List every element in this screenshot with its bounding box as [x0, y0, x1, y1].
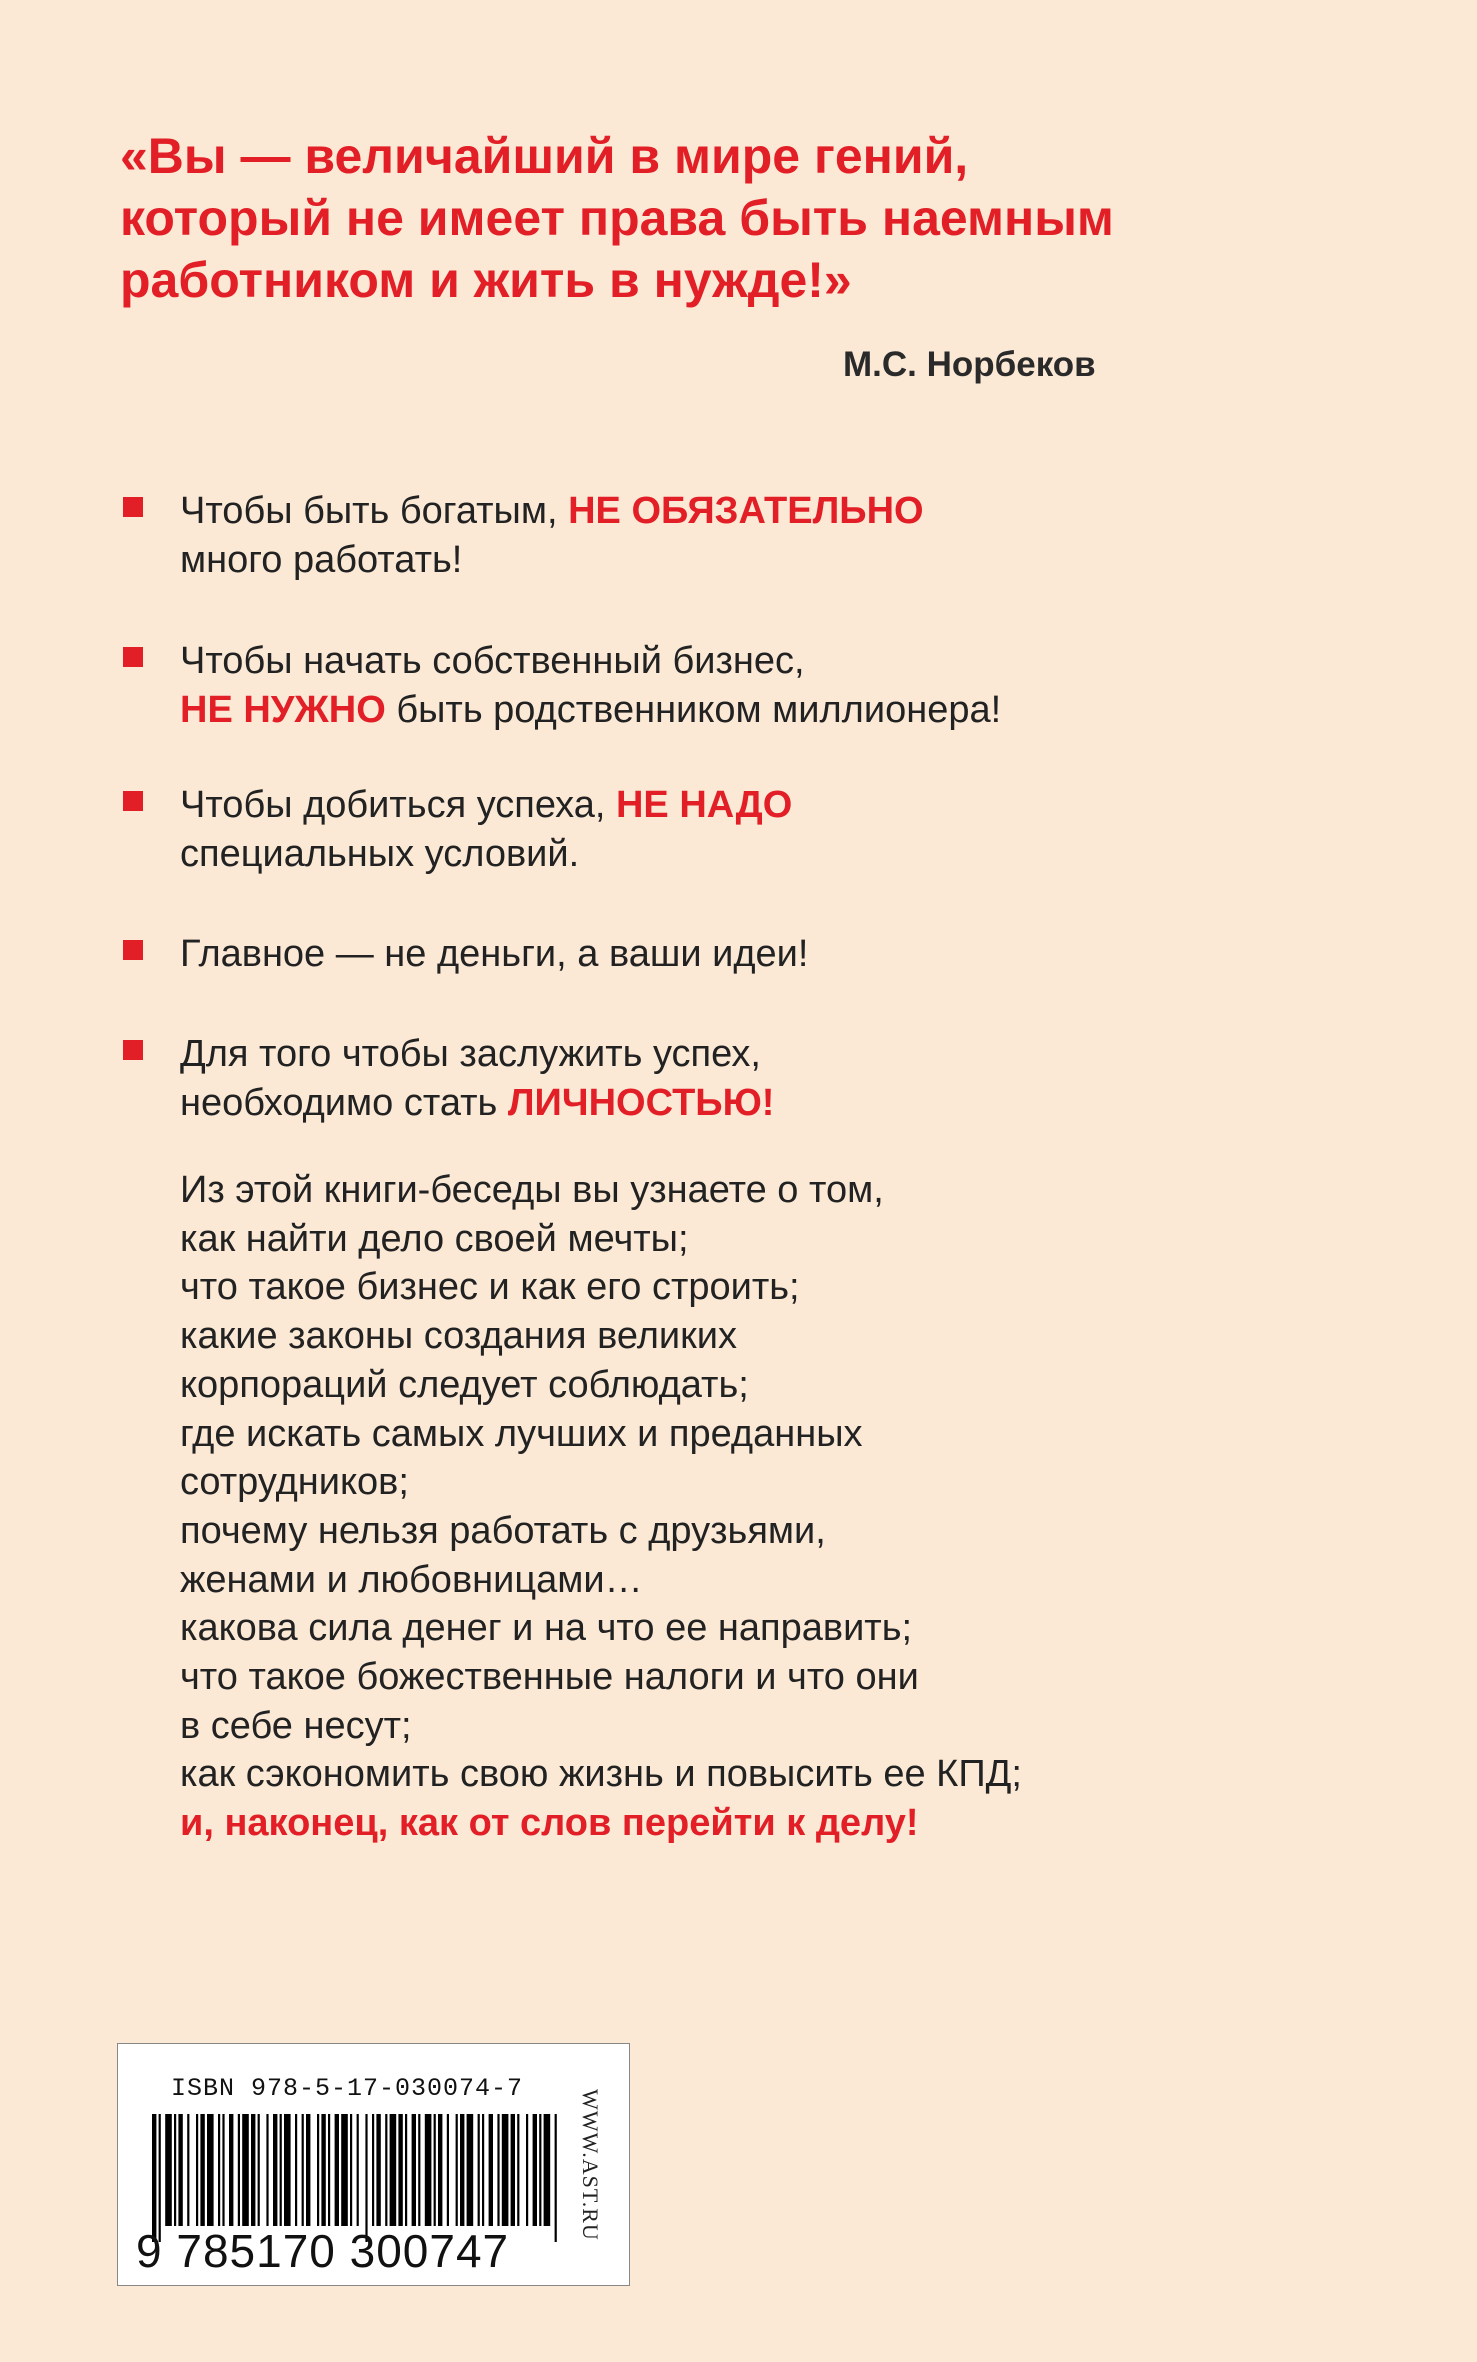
bullet-text-emphasis: НЕ НАДО — [615, 784, 793, 826]
isbn-label: ISBN 978-5-17-030074-7 — [171, 2074, 524, 2103]
barcode-bar — [390, 2114, 397, 2226]
barcode-bar — [357, 2114, 359, 2226]
bullet-text-plain: много работать! — [180, 539, 463, 581]
description-line: что такое божественные налоги и что они — [180, 1656, 919, 1699]
barcode-bar — [376, 2114, 380, 2226]
bullet-text-emphasis: ЛИЧНОСТЬЮ! — [507, 1082, 775, 1124]
barcode-icon — [148, 2114, 568, 2242]
bullet-text-plain: Чтобы начать собственный бизнес, — [180, 640, 805, 682]
barcode-bar — [165, 2114, 172, 2226]
quote — [120, 125, 1320, 311]
quote-line: который не имеет права быть наемным — [120, 190, 1114, 246]
barcode-bar — [511, 2114, 515, 2226]
barcode-bar — [284, 2114, 291, 2226]
bullet-text-plain: специальных условий. — [180, 833, 580, 875]
barcode-bar — [502, 2114, 509, 2226]
barcode-bar — [405, 2114, 407, 2226]
barcode-bar — [385, 2114, 387, 2226]
bullet-text-plain: Главное — не деньги, а ваши идеи! — [180, 933, 809, 975]
barcode-bar — [200, 2114, 204, 2226]
barcode-bar — [365, 2114, 367, 2242]
bullet-text-emphasis: НЕ НУЖНО — [180, 689, 386, 731]
bullet-text — [180, 487, 924, 585]
square-bullet-icon — [123, 791, 143, 811]
barcode-bar — [460, 2114, 464, 2226]
barcode-bar — [418, 2114, 420, 2226]
bullet-text-emphasis: НЕ ОБЯЗАТЕЛЬНО — [568, 490, 924, 532]
barcode-bar — [350, 2114, 352, 2226]
barcode-bar — [159, 2114, 161, 2242]
square-bullet-icon — [123, 647, 143, 667]
barcode-bar — [207, 2114, 214, 2226]
barcode-bar — [533, 2114, 537, 2226]
description-line: какие законы создания великих — [180, 1315, 737, 1358]
isbn-barcode-box — [117, 2043, 630, 2286]
barcode-bar — [273, 2114, 277, 2226]
barcode-bar — [317, 2114, 319, 2226]
website-url-text: WWW.AST.RU — [578, 2089, 603, 2241]
description-line: где искать самых лучших и преданных — [180, 1412, 863, 1455]
description-line: как сэкономить свою жизнь и повысить ее КПД; — [180, 1753, 1022, 1796]
barcode-bar — [555, 2114, 557, 2242]
barcode-bar — [229, 2114, 233, 2226]
barcode-bar — [398, 2114, 402, 2226]
barcode-bar — [489, 2114, 493, 2226]
barcode-bar — [258, 2114, 260, 2226]
bullet-text — [180, 637, 1001, 735]
barcode-bar — [280, 2114, 282, 2226]
barcode-bar — [526, 2114, 528, 2226]
barcode-bar — [544, 2114, 551, 2226]
website-url — [573, 2089, 613, 2259]
description-final-line: и, наконец, как от слов перейти к делу! — [180, 1802, 919, 1845]
bullet-text — [180, 781, 792, 879]
barcode-bar — [251, 2114, 255, 2226]
barcode-bar — [372, 2114, 374, 2226]
square-bullet-icon — [123, 497, 143, 517]
barcode-bar — [266, 2114, 268, 2226]
barcode-bar — [438, 2114, 442, 2226]
barcode-bar — [187, 2114, 189, 2226]
barcode-bar — [306, 2114, 310, 2226]
bullet-text-plain: Чтобы быть богатым, — [180, 490, 569, 532]
barcode-bar — [196, 2114, 198, 2226]
barcode-bar — [174, 2114, 176, 2226]
barcode-bar — [222, 2114, 224, 2226]
bullet-text-plain: Чтобы добиться успеха, — [180, 784, 616, 826]
barcode-bar — [295, 2114, 297, 2226]
square-bullet-icon — [123, 940, 143, 960]
barcode-bar — [456, 2114, 458, 2226]
bullet-text-plain: быть родственником миллионера! — [385, 689, 1002, 731]
barcode-bar — [539, 2114, 541, 2226]
square-bullet-icon — [123, 1040, 143, 1060]
barcode-bar — [478, 2114, 480, 2226]
barcode-bar — [425, 2114, 432, 2226]
barcode-bar — [321, 2114, 325, 2226]
barcode-bar — [482, 2114, 484, 2226]
bullet-text — [180, 1030, 774, 1128]
bullet-text-plain: необходимо стать — [180, 1082, 508, 1124]
barcode-bar — [434, 2114, 436, 2226]
description-line: какова сила денег и на что ее направить; — [180, 1607, 913, 1650]
barcode-bar — [467, 2114, 474, 2226]
description-line: в себе несут; — [180, 1704, 412, 1747]
barcode-bar — [218, 2114, 220, 2226]
barcode-bar — [242, 2114, 249, 2226]
quote-line: «Вы — величайший в мире гений, — [120, 128, 969, 184]
bullet-text — [180, 930, 808, 979]
barcode-bar — [302, 2114, 304, 2226]
barcode-bar — [178, 2114, 182, 2226]
description-line: почему нельзя работать с друзьями, — [180, 1509, 826, 1552]
quote-author: М.С. Норбеков — [843, 345, 1096, 384]
barcode-bar — [238, 2114, 240, 2226]
quote-line: работником и жить в нужде!» — [120, 252, 852, 308]
description-line: что такое бизнес и как его строить; — [180, 1266, 800, 1309]
bullet-text-plain: Для того чтобы заслужить успех, — [180, 1033, 761, 1075]
barcode-bar — [328, 2114, 330, 2226]
barcode-bar — [412, 2114, 416, 2226]
description-line: сотрудников; — [180, 1461, 409, 1504]
barcode-bar — [447, 2114, 449, 2226]
barcode-bar — [497, 2114, 499, 2226]
barcode-bar — [517, 2114, 519, 2226]
description-line: корпораций следует соблюдать; — [180, 1363, 749, 1406]
description-line: Из этой книги-беседы вы узнаете о том, — [180, 1169, 884, 1211]
barcode-bar — [341, 2114, 348, 2226]
barcode-bar — [152, 2114, 156, 2242]
description-paragraph — [180, 1166, 1022, 1848]
barcode-bar — [335, 2114, 339, 2226]
description-line: как найти дело своей мечты; — [180, 1217, 689, 1260]
barcode-digits: 9 785170 300747 — [136, 2225, 510, 2277]
description-line: женами и любовницами… — [180, 1558, 643, 1601]
